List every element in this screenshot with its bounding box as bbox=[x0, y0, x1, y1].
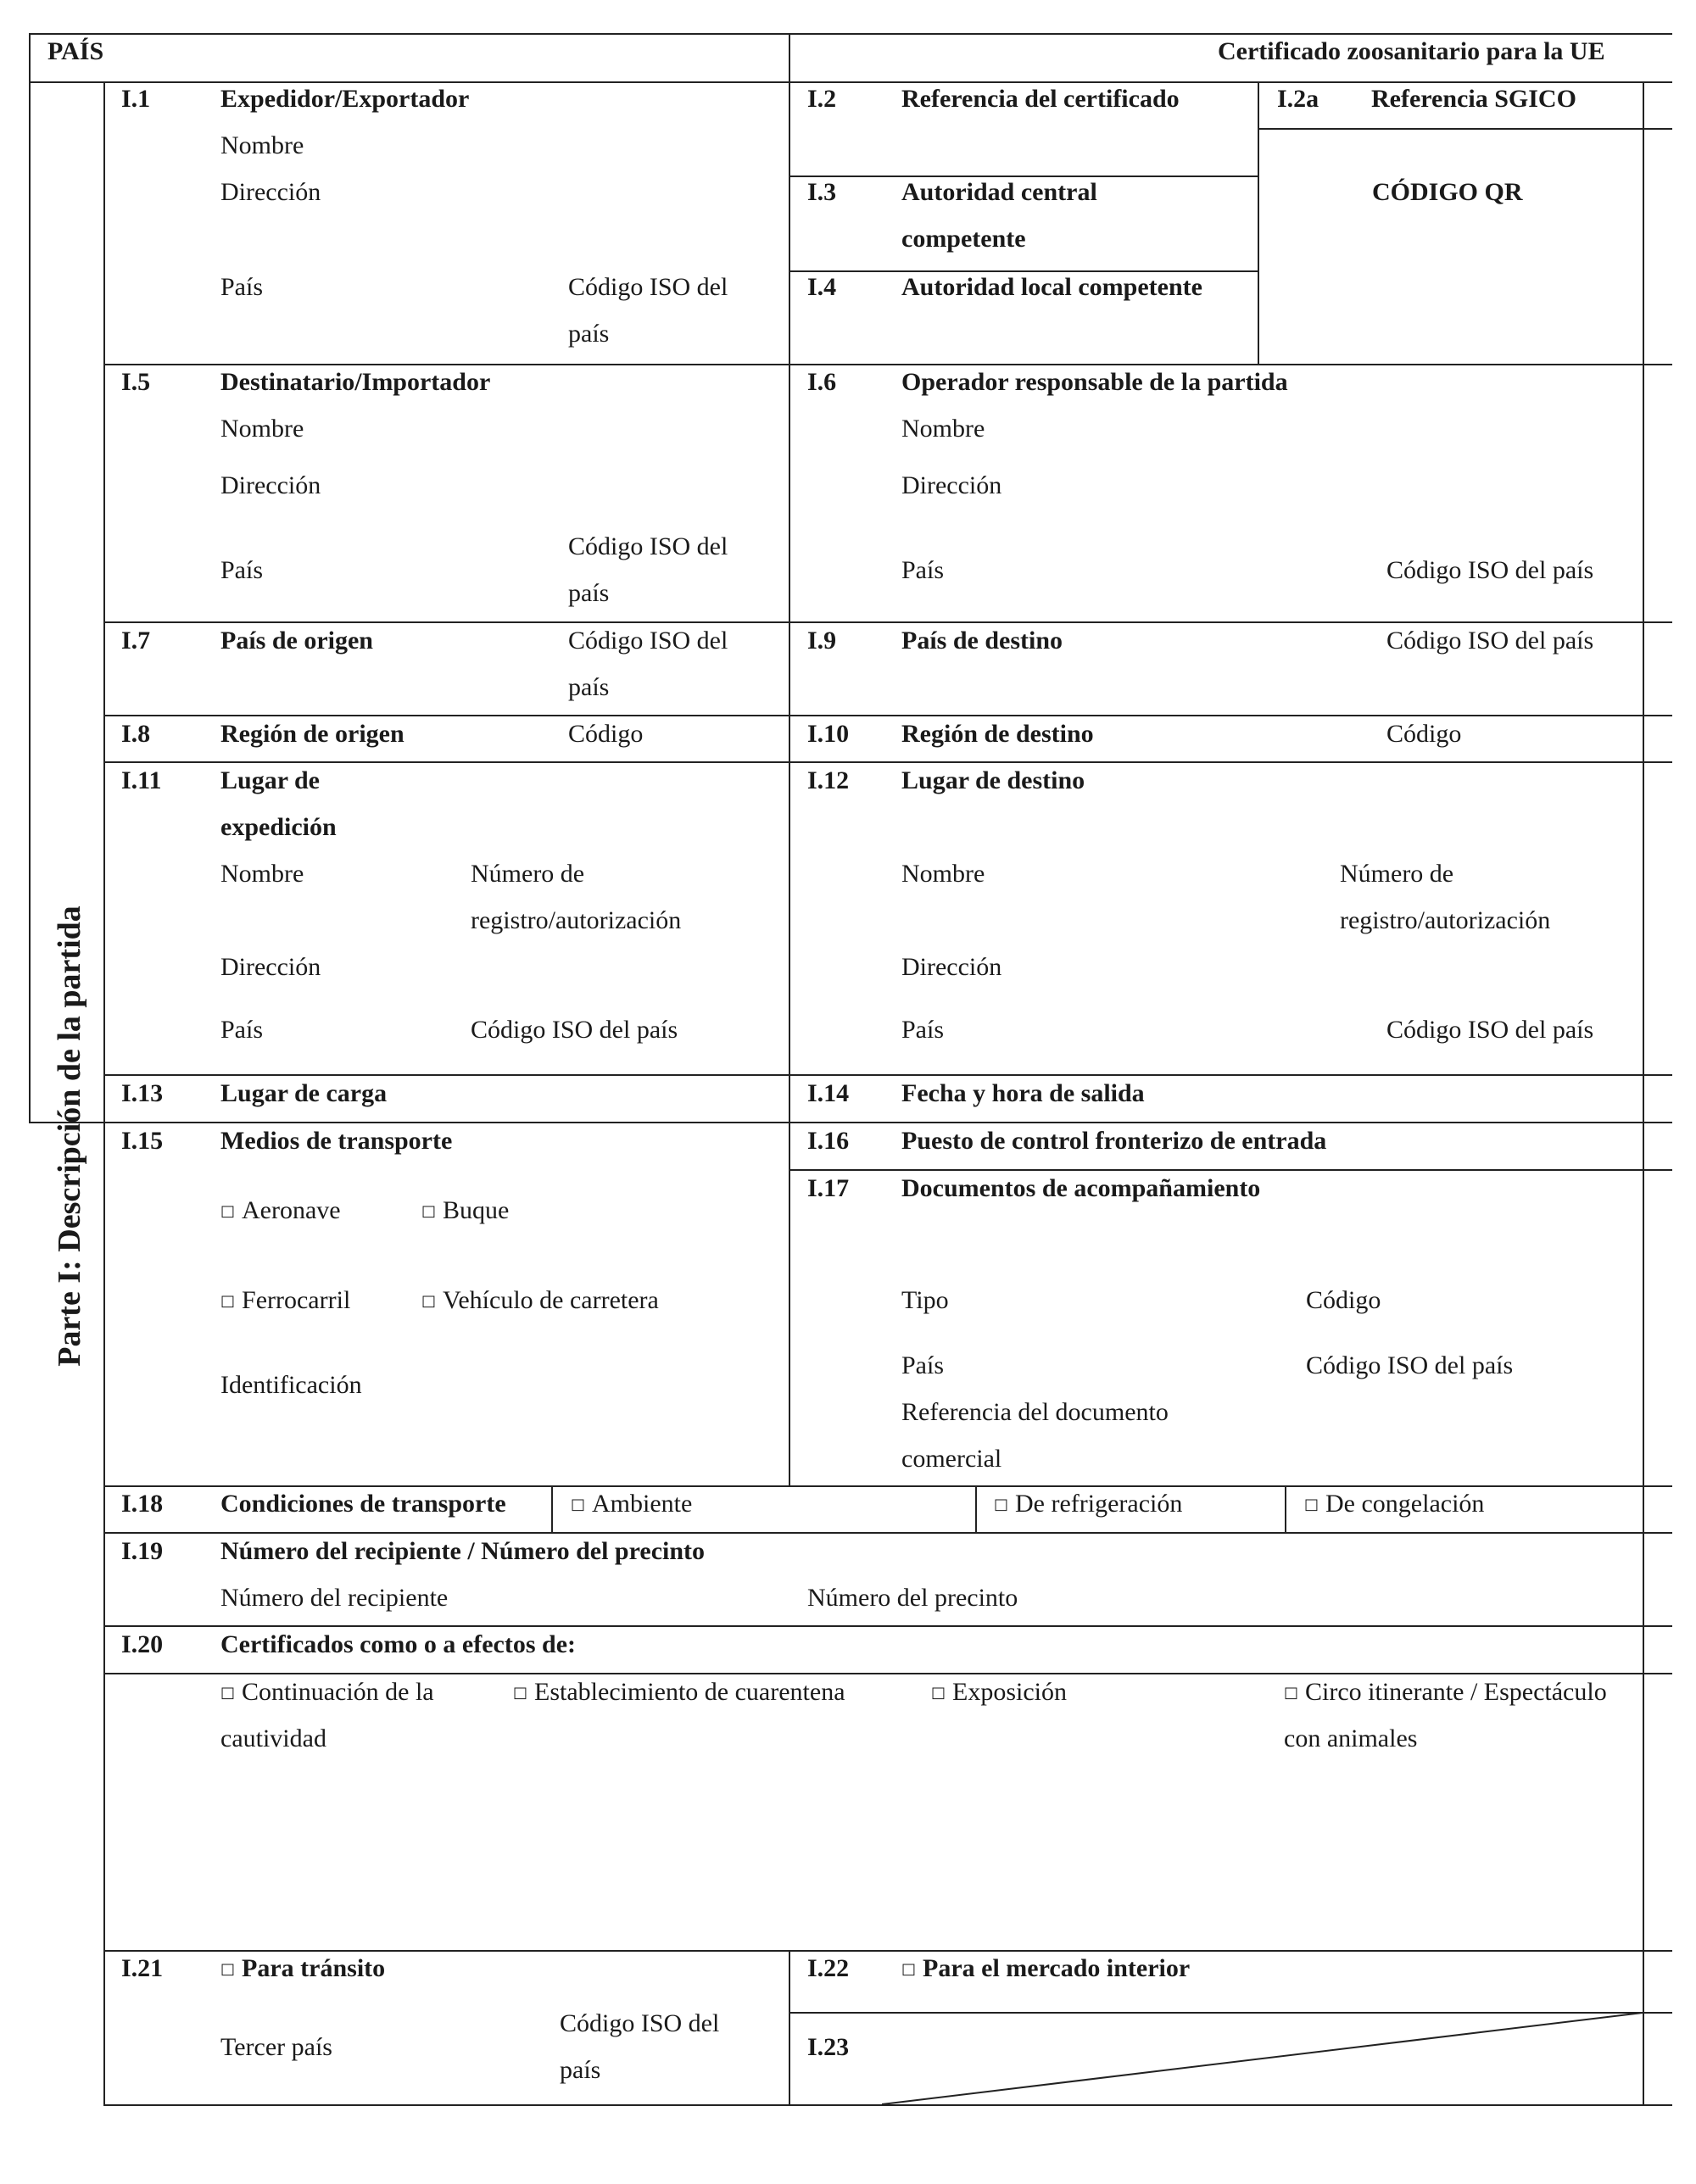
field-i12-registration-line2: registro/autorización bbox=[1340, 906, 1551, 934]
field-i11-title-line2: expedición bbox=[220, 813, 337, 841]
field-i7-title: País de origen bbox=[220, 627, 373, 655]
field-i6-title: Operador responsable de la partida bbox=[901, 368, 1288, 396]
field-i12-name: Nombre bbox=[901, 860, 985, 888]
field-i12-address: Dirección bbox=[901, 953, 1002, 981]
option-circus-animal-act-line2: con animales bbox=[1284, 1724, 1418, 1752]
field-i4-title: Autoridad local competente bbox=[901, 273, 1202, 301]
option-circus-animal-act[interactable] bbox=[1284, 1677, 1607, 1711]
field-i7-iso-line1: Código ISO del bbox=[568, 627, 728, 655]
field-i5-country: País bbox=[220, 556, 264, 584]
option-exhibition[interactable] bbox=[931, 1677, 1067, 1711]
option-exhibition-label: Exposición bbox=[952, 1678, 1068, 1706]
field-i7-number: I.7 bbox=[121, 627, 151, 655]
field-i3-title-line1: Autoridad central bbox=[901, 178, 1097, 206]
field-i15-number: I.15 bbox=[121, 1127, 164, 1155]
field-i17-reference-line2: comercial bbox=[901, 1445, 1002, 1473]
field-i11-address: Dirección bbox=[220, 953, 321, 981]
field-i6-address: Dirección bbox=[901, 471, 1002, 499]
field-i12-registration-line1: Número de bbox=[1340, 860, 1454, 888]
field-i13-title: Lugar de carga bbox=[220, 1079, 388, 1107]
field-i8-title: Región de origen bbox=[220, 720, 404, 748]
option-rail[interactable] bbox=[220, 1285, 350, 1319]
field-i12-country: País bbox=[901, 1016, 945, 1044]
option-frozen-label: De congelación bbox=[1325, 1490, 1485, 1518]
field-i15-identification: Identificación bbox=[220, 1371, 362, 1399]
field-i22-number: I.22 bbox=[807, 1954, 850, 1982]
checkbox-icon[interactable]: □ bbox=[994, 1496, 1009, 1513]
field-i18-number: I.18 bbox=[121, 1490, 164, 1518]
field-i6-iso: Código ISO del país bbox=[1386, 556, 1594, 584]
field-i17-reference-line1: Referencia del documento bbox=[901, 1398, 1169, 1426]
header-country: PAÍS bbox=[47, 37, 104, 65]
field-i2-title: Referencia del certificado bbox=[901, 85, 1180, 113]
field-i23-number: I.23 bbox=[807, 2033, 850, 2061]
field-i17-title: Documentos de acompañamiento bbox=[901, 1174, 1261, 1202]
field-i6-country: País bbox=[901, 556, 945, 584]
field-i14-number: I.14 bbox=[807, 1079, 850, 1107]
field-i3-title-line2: competente bbox=[901, 225, 1026, 253]
field-i16-number: I.16 bbox=[807, 1127, 850, 1155]
field-i19-number: I.19 bbox=[121, 1537, 164, 1565]
field-i2-number: I.2 bbox=[807, 85, 837, 113]
field-i15-title: Medios de transporte bbox=[220, 1127, 453, 1155]
field-i12-iso: Código ISO del país bbox=[1386, 1016, 1594, 1044]
field-i3-number: I.3 bbox=[807, 178, 837, 206]
field-i13-number: I.13 bbox=[121, 1079, 164, 1107]
field-i4-number: I.4 bbox=[807, 273, 837, 301]
field-i11-iso: Código ISO del país bbox=[471, 1016, 678, 1044]
field-i12-number: I.12 bbox=[807, 766, 850, 794]
field-i1-number: I.1 bbox=[121, 85, 151, 113]
option-internal-market[interactable] bbox=[901, 1953, 1190, 1987]
checkbox-icon[interactable]: □ bbox=[421, 1292, 437, 1310]
field-i12-title: Lugar de destino bbox=[901, 766, 1085, 794]
field-i10-number: I.10 bbox=[807, 720, 850, 748]
option-continued-captivity-line2: cautividad bbox=[220, 1724, 326, 1752]
option-transit-label: Para tránsito bbox=[242, 1954, 386, 1982]
checkbox-icon[interactable]: □ bbox=[220, 1684, 236, 1702]
header-title: Certificado zoosanitario para la UE bbox=[1218, 37, 1605, 65]
field-i1-name: Nombre bbox=[220, 131, 304, 159]
field-i11-title-line1: Lugar de bbox=[220, 766, 320, 794]
field-i9-iso: Código ISO del país bbox=[1386, 627, 1594, 655]
qr-code-placeholder: CÓDIGO QR bbox=[1372, 178, 1523, 206]
checkbox-icon[interactable]: □ bbox=[571, 1496, 586, 1513]
checkbox-icon[interactable]: □ bbox=[220, 1292, 236, 1310]
field-i21-iso-line1: Código ISO del bbox=[560, 2009, 720, 2037]
field-i14-title: Fecha y hora de salida bbox=[901, 1079, 1145, 1107]
field-i1-iso-line2: país bbox=[568, 320, 610, 348]
field-i17-code: Código bbox=[1306, 1286, 1381, 1314]
checkbox-icon[interactable]: □ bbox=[931, 1684, 946, 1702]
option-rail-label: Ferrocarril bbox=[242, 1286, 351, 1314]
option-ship-label: Buque bbox=[443, 1196, 510, 1224]
option-quarantine-establishment-label: Establecimiento de cuarentena bbox=[534, 1678, 845, 1706]
field-i8-code: Código bbox=[568, 720, 644, 748]
field-i20-number: I.20 bbox=[121, 1630, 164, 1658]
field-i10-title: Región de destino bbox=[901, 720, 1094, 748]
field-i5-iso-line1: Código ISO del bbox=[568, 532, 728, 560]
field-i2a-title: Referencia SGICO bbox=[1371, 85, 1576, 113]
field-i11-name: Nombre bbox=[220, 860, 304, 888]
option-internal-market-label: Para el mercado interior bbox=[923, 1954, 1191, 1982]
field-i8-number: I.8 bbox=[121, 720, 151, 748]
checkbox-icon[interactable]: □ bbox=[421, 1202, 437, 1220]
field-i19-seal-number: Número del precinto bbox=[807, 1584, 1018, 1612]
field-i11-country: País bbox=[220, 1016, 264, 1044]
field-i5-name: Nombre bbox=[220, 415, 304, 443]
field-i1-title: Expedidor/Exportador bbox=[220, 85, 470, 113]
option-chilled[interactable] bbox=[994, 1489, 1182, 1523]
field-i21-number: I.21 bbox=[121, 1954, 164, 1982]
field-i9-title: País de destino bbox=[901, 627, 1063, 655]
field-i11-registration-line1: Número de bbox=[471, 860, 585, 888]
checkbox-icon[interactable]: □ bbox=[1284, 1684, 1299, 1702]
field-i1-address: Dirección bbox=[220, 178, 321, 206]
field-i19-title: Número del recipiente / Número del precinto bbox=[220, 1537, 706, 1565]
checkbox-icon[interactable]: □ bbox=[1304, 1496, 1319, 1513]
option-frozen[interactable] bbox=[1304, 1489, 1484, 1523]
part-one-side-label: Parte I: Descripción de la partida bbox=[52, 905, 87, 1367]
option-ambient[interactable] bbox=[571, 1489, 692, 1523]
field-i11-number: I.11 bbox=[121, 766, 162, 794]
field-i9-number: I.9 bbox=[807, 627, 837, 655]
option-chilled-label: De refrigeración bbox=[1015, 1490, 1183, 1518]
option-continued-captivity[interactable] bbox=[220, 1677, 434, 1711]
option-circus-animal-act-label: Circo itinerante / Espectáculo bbox=[1305, 1678, 1607, 1706]
field-i16-title: Puesto de control fronterizo de entrada bbox=[901, 1127, 1327, 1155]
field-i1-iso-line1: Código ISO del bbox=[568, 273, 728, 301]
field-i7-iso-line2: país bbox=[568, 673, 610, 701]
field-i5-iso-line2: país bbox=[568, 579, 610, 607]
option-transit[interactable] bbox=[220, 1953, 385, 1987]
field-i5-number: I.5 bbox=[121, 368, 151, 396]
checkbox-icon[interactable]: □ bbox=[513, 1684, 528, 1702]
option-aircraft[interactable] bbox=[220, 1195, 341, 1229]
field-i21-third-country: Tercer país bbox=[220, 2033, 332, 2061]
checkbox-icon[interactable]: □ bbox=[220, 1202, 236, 1220]
field-i20-title: Certificados como o a efectos de: bbox=[220, 1630, 577, 1658]
field-i17-type: Tipo bbox=[901, 1286, 949, 1314]
field-i5-title: Destinatario/Importador bbox=[220, 368, 491, 396]
option-quarantine-establishment[interactable] bbox=[513, 1677, 845, 1711]
option-road-vehicle[interactable] bbox=[421, 1285, 659, 1319]
field-i21-iso-line2: país bbox=[560, 2056, 601, 2084]
option-road-vehicle-label: Vehículo de carretera bbox=[443, 1286, 659, 1314]
checkbox-icon[interactable]: □ bbox=[901, 1960, 917, 1978]
field-i11-registration-line2: registro/autorización bbox=[471, 906, 682, 934]
option-continued-captivity-label: Continuación de la bbox=[242, 1678, 434, 1706]
option-ship[interactable] bbox=[421, 1195, 509, 1229]
field-i10-code: Código bbox=[1386, 720, 1462, 748]
field-i1-country: País bbox=[220, 273, 264, 301]
field-i18-title: Condiciones de transporte bbox=[220, 1490, 506, 1518]
option-aircraft-label: Aeronave bbox=[242, 1196, 341, 1224]
field-i17-country: País bbox=[901, 1351, 945, 1379]
option-ambient-label: Ambiente bbox=[592, 1490, 693, 1518]
field-i19-container-number: Número del recipiente bbox=[220, 1584, 449, 1612]
field-i2a-number: I.2a bbox=[1277, 85, 1319, 113]
field-i5-address: Dirección bbox=[220, 471, 321, 499]
field-i6-number: I.6 bbox=[807, 368, 837, 396]
field-i17-iso: Código ISO del país bbox=[1306, 1351, 1514, 1379]
field-i6-name: Nombre bbox=[901, 415, 985, 443]
checkbox-icon[interactable]: □ bbox=[220, 1960, 236, 1978]
field-i17-number: I.17 bbox=[807, 1174, 850, 1202]
